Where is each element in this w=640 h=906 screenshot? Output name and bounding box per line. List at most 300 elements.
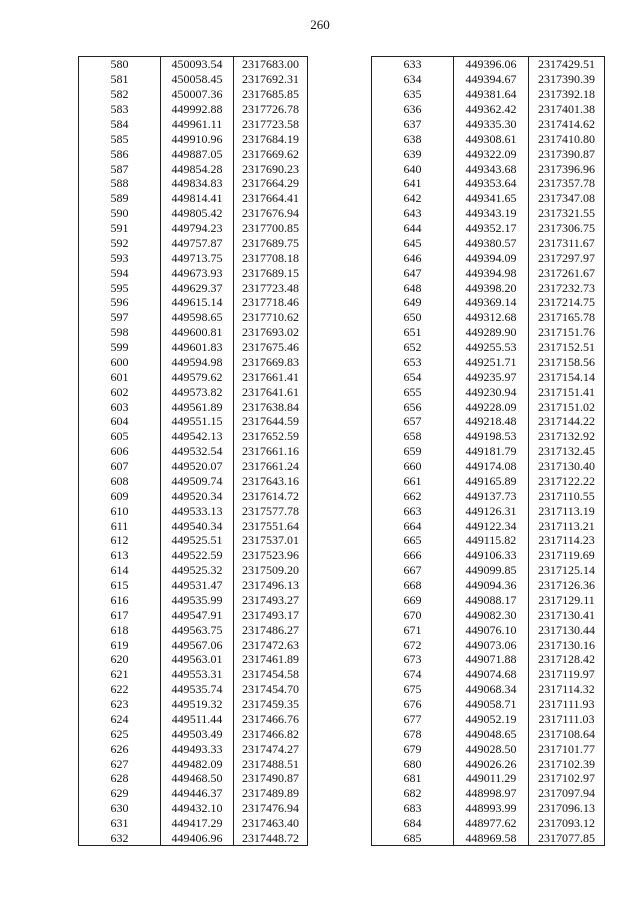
point-number-cell: 599 [79,340,161,355]
x-coordinate-cell: 449343.68 [454,161,529,176]
y-coordinate-cell: 2317690.23 [234,161,308,176]
coordinates-table-left-body [79,57,308,846]
point-number-cell: 661 [372,474,454,489]
point-number-cell: 639 [372,146,454,161]
point-number-cell: 622 [79,682,161,697]
x-coordinate-cell: 449026.26 [454,756,529,771]
y-coordinate-cell: 2317130.16 [529,637,605,652]
point-number-cell: 674 [372,667,454,682]
y-coordinate-cell: 2317232.73 [529,280,605,295]
y-coordinate-cell: 2317108.64 [529,726,605,741]
y-coordinate-cell: 2317101.77 [529,741,605,756]
y-coordinate-cell: 2317523.96 [234,548,308,563]
x-coordinate-cell: 449563.75 [161,622,234,637]
x-coordinate-cell: 449396.06 [454,57,529,72]
table-row [79,340,308,355]
table-row [79,87,308,102]
point-number-cell: 643 [372,206,454,221]
x-coordinate-cell: 449082.30 [454,607,529,622]
y-coordinate-cell: 2317129.11 [529,593,605,608]
x-coordinate-cell: 450058.45 [161,72,234,87]
y-coordinate-cell: 2317102.39 [529,756,605,771]
x-coordinate-cell: 449218.48 [454,414,529,429]
point-number-cell: 636 [372,102,454,117]
point-number-cell: 676 [372,697,454,712]
point-number-cell: 580 [79,57,161,72]
point-number-cell: 651 [372,325,454,340]
x-coordinate-cell: 449235.97 [454,369,529,384]
table-row [79,741,308,756]
x-coordinate-cell: 449615.14 [161,295,234,310]
table-row [79,161,308,176]
table-row [372,697,605,712]
y-coordinate-cell: 2317664.29 [234,176,308,191]
table-row [372,340,605,355]
table-row [79,444,308,459]
point-number-cell: 612 [79,533,161,548]
y-coordinate-cell: 2317710.62 [234,310,308,325]
x-coordinate-cell: 449394.09 [454,250,529,265]
table-row [79,637,308,652]
y-coordinate-cell: 2317638.84 [234,399,308,414]
x-coordinate-cell: 449058.71 [454,697,529,712]
x-coordinate-cell: 449525.51 [161,533,234,548]
y-coordinate-cell: 2317577.78 [234,503,308,518]
y-coordinate-cell: 2317119.97 [529,667,605,682]
y-coordinate-cell: 2317726.78 [234,102,308,117]
y-coordinate-cell: 2317493.27 [234,593,308,608]
point-number-cell: 626 [79,741,161,756]
x-coordinate-cell: 449115.82 [454,533,529,548]
y-coordinate-cell: 2317297.97 [529,250,605,265]
x-coordinate-cell: 449432.10 [161,801,234,816]
point-number-cell: 615 [79,578,161,593]
table-row [79,206,308,221]
table-row [372,593,605,608]
x-coordinate-cell: 449099.85 [454,563,529,578]
point-number-cell: 606 [79,444,161,459]
x-coordinate-cell: 449553.31 [161,667,234,682]
point-number-cell: 623 [79,697,161,712]
y-coordinate-cell: 2317306.75 [529,221,605,236]
x-coordinate-cell: 449228.09 [454,399,529,414]
point-number-cell: 598 [79,325,161,340]
y-coordinate-cell: 2317718.46 [234,295,308,310]
point-number-cell: 657 [372,414,454,429]
table-row [372,503,605,518]
point-number-cell: 620 [79,652,161,667]
point-number-cell: 667 [372,563,454,578]
x-coordinate-cell: 449540.34 [161,518,234,533]
point-number-cell: 585 [79,131,161,146]
y-coordinate-cell: 2317111.93 [529,697,605,712]
x-coordinate-cell: 449547.91 [161,607,234,622]
y-coordinate-cell: 2317077.85 [529,831,605,846]
table-row [79,801,308,816]
x-coordinate-cell: 449520.07 [161,459,234,474]
table-row [372,756,605,771]
y-coordinate-cell: 2317448.72 [234,831,308,846]
y-coordinate-cell: 2317664.41 [234,191,308,206]
y-coordinate-cell: 2317676.94 [234,206,308,221]
x-coordinate-cell: 449394.98 [454,265,529,280]
x-coordinate-cell: 449394.67 [454,72,529,87]
coordinates-table-right [371,56,605,846]
x-coordinate-cell: 449088.17 [454,593,529,608]
table-row [79,369,308,384]
x-coordinate-cell: 449629.37 [161,280,234,295]
x-coordinate-cell: 449126.31 [454,503,529,518]
point-number-cell: 594 [79,265,161,280]
y-coordinate-cell: 2317114.23 [529,533,605,548]
x-coordinate-cell: 449520.34 [161,488,234,503]
table-row [372,295,605,310]
y-coordinate-cell: 2317723.58 [234,117,308,132]
y-coordinate-cell: 2317683.00 [234,57,308,72]
point-number-cell: 607 [79,459,161,474]
y-coordinate-cell: 2317110.55 [529,488,605,503]
point-number-cell: 604 [79,414,161,429]
y-coordinate-cell: 2317132.92 [529,429,605,444]
y-coordinate-cell: 2317128.42 [529,652,605,667]
y-coordinate-cell: 2317093.12 [529,816,605,831]
table-row [372,399,605,414]
point-number-cell: 641 [372,176,454,191]
y-coordinate-cell: 2317537.01 [234,533,308,548]
y-coordinate-cell: 2317151.02 [529,399,605,414]
table-row [79,786,308,801]
x-coordinate-cell: 448998.97 [454,786,529,801]
y-coordinate-cell: 2317113.19 [529,503,605,518]
x-coordinate-cell: 449071.88 [454,652,529,667]
point-number-cell: 629 [79,786,161,801]
point-number-cell: 601 [79,369,161,384]
table-row [372,548,605,563]
x-coordinate-cell: 449073.06 [454,637,529,652]
point-number-cell: 624 [79,712,161,727]
y-coordinate-cell: 2317661.41 [234,369,308,384]
x-coordinate-cell: 449511.44 [161,712,234,727]
point-number-cell: 595 [79,280,161,295]
table-row [79,622,308,637]
x-coordinate-cell: 449165.89 [454,474,529,489]
table-row [372,533,605,548]
point-number-cell: 617 [79,607,161,622]
point-number-cell: 682 [372,786,454,801]
x-coordinate-cell: 449522.59 [161,548,234,563]
table-row [372,221,605,236]
table-row [79,682,308,697]
x-coordinate-cell: 449579.62 [161,369,234,384]
y-coordinate-cell: 2317661.24 [234,459,308,474]
point-number-cell: 630 [79,801,161,816]
table-row [372,265,605,280]
x-coordinate-cell: 449230.94 [454,384,529,399]
table-row [79,176,308,191]
y-coordinate-cell: 2317693.02 [234,325,308,340]
table-row [79,236,308,251]
table-row [79,414,308,429]
table-row [79,563,308,578]
x-coordinate-cell: 449713.75 [161,250,234,265]
table-row [372,652,605,667]
x-coordinate-cell: 449561.89 [161,399,234,414]
table-row [372,607,605,622]
point-number-cell: 670 [372,607,454,622]
x-coordinate-cell: 449048.65 [454,726,529,741]
y-coordinate-cell: 2317643.16 [234,474,308,489]
point-number-cell: 602 [79,384,161,399]
point-number-cell: 654 [372,369,454,384]
x-coordinate-cell: 449542.13 [161,429,234,444]
point-number-cell: 675 [372,682,454,697]
x-coordinate-cell: 449532.54 [161,444,234,459]
x-coordinate-cell: 449074.68 [454,667,529,682]
x-coordinate-cell: 449398.20 [454,280,529,295]
table-row [372,741,605,756]
point-number-cell: 660 [372,459,454,474]
x-coordinate-cell: 448977.62 [454,816,529,831]
y-coordinate-cell: 2317401.38 [529,102,605,117]
point-number-cell: 614 [79,563,161,578]
y-coordinate-cell: 2317496.13 [234,578,308,593]
point-number-cell: 603 [79,399,161,414]
y-coordinate-cell: 2317321.55 [529,206,605,221]
point-number-cell: 637 [372,117,454,132]
x-coordinate-cell: 449308.61 [454,131,529,146]
y-coordinate-cell: 2317410.80 [529,131,605,146]
x-coordinate-cell: 449600.81 [161,325,234,340]
y-coordinate-cell: 2317466.76 [234,712,308,727]
y-coordinate-cell: 2317708.18 [234,250,308,265]
table-row [372,280,605,295]
y-coordinate-cell: 2317661.16 [234,444,308,459]
x-coordinate-cell: 450007.36 [161,87,234,102]
x-coordinate-cell: 449887.05 [161,146,234,161]
x-coordinate-cell: 449174.08 [454,459,529,474]
point-number-cell: 649 [372,295,454,310]
x-coordinate-cell: 449673.93 [161,265,234,280]
x-coordinate-cell: 449854.28 [161,161,234,176]
point-number-cell: 627 [79,756,161,771]
table-row [79,117,308,132]
y-coordinate-cell: 2317614.72 [234,488,308,503]
table-row [372,786,605,801]
x-coordinate-cell: 449525.32 [161,563,234,578]
x-coordinate-cell: 449122.34 [454,518,529,533]
point-number-cell: 608 [79,474,161,489]
y-coordinate-cell: 2317390.87 [529,146,605,161]
x-coordinate-cell: 449198.53 [454,429,529,444]
x-coordinate-cell: 449961.11 [161,117,234,132]
y-coordinate-cell: 2317472.63 [234,637,308,652]
x-coordinate-cell: 449028.50 [454,741,529,756]
x-coordinate-cell: 449380.57 [454,236,529,251]
table-row [79,310,308,325]
table-row [372,191,605,206]
point-number-cell: 678 [372,726,454,741]
table-row [372,206,605,221]
point-number-cell: 650 [372,310,454,325]
x-coordinate-cell: 449482.09 [161,756,234,771]
y-coordinate-cell: 2317489.89 [234,786,308,801]
y-coordinate-cell: 2317466.82 [234,726,308,741]
x-coordinate-cell: 449551.15 [161,414,234,429]
x-coordinate-cell: 449446.37 [161,786,234,801]
table-row [79,295,308,310]
point-number-cell: 590 [79,206,161,221]
coordinates-table-right-body [372,57,605,846]
point-number-cell: 618 [79,622,161,637]
y-coordinate-cell: 2317476.94 [234,801,308,816]
point-number-cell: 635 [372,87,454,102]
y-coordinate-cell: 2317102.97 [529,771,605,786]
table-row [372,325,605,340]
y-coordinate-cell: 2317151.41 [529,384,605,399]
y-coordinate-cell: 2317461.89 [234,652,308,667]
x-coordinate-cell: 449289.90 [454,325,529,340]
x-coordinate-cell: 449352.17 [454,221,529,236]
y-coordinate-cell: 2317551.64 [234,518,308,533]
x-coordinate-cell: 449312.68 [454,310,529,325]
y-coordinate-cell: 2317488.51 [234,756,308,771]
y-coordinate-cell: 2317675.46 [234,340,308,355]
table-row [79,578,308,593]
point-number-cell: 642 [372,191,454,206]
table-row [372,488,605,503]
table-row [79,533,308,548]
x-coordinate-cell: 450093.54 [161,57,234,72]
y-coordinate-cell: 2317154.14 [529,369,605,384]
x-coordinate-cell: 449493.33 [161,741,234,756]
x-coordinate-cell: 449251.71 [454,355,529,370]
y-coordinate-cell: 2317392.18 [529,87,605,102]
y-coordinate-cell: 2317151.76 [529,325,605,340]
y-coordinate-cell: 2317493.17 [234,607,308,622]
y-coordinate-cell: 2317126.36 [529,578,605,593]
y-coordinate-cell: 2317490.87 [234,771,308,786]
table-row [79,384,308,399]
x-coordinate-cell: 449068.34 [454,682,529,697]
table-row [79,756,308,771]
x-coordinate-cell: 448993.99 [454,801,529,816]
x-coordinate-cell: 449341.65 [454,191,529,206]
table-row [372,459,605,474]
table-row [79,325,308,340]
x-coordinate-cell: 449834.83 [161,176,234,191]
point-number-cell: 653 [372,355,454,370]
x-coordinate-cell: 449137.73 [454,488,529,503]
y-coordinate-cell: 2317641.61 [234,384,308,399]
x-coordinate-cell: 449362.42 [454,102,529,117]
y-coordinate-cell: 2317130.40 [529,459,605,474]
point-number-cell: 652 [372,340,454,355]
table-row [79,593,308,608]
y-coordinate-cell: 2317130.44 [529,622,605,637]
point-number-cell: 584 [79,117,161,132]
point-number-cell: 640 [372,161,454,176]
point-number-cell: 592 [79,236,161,251]
y-coordinate-cell: 2317114.32 [529,682,605,697]
point-number-cell: 684 [372,816,454,831]
table-row [372,369,605,384]
table-row [79,831,308,846]
point-number-cell: 683 [372,801,454,816]
point-number-cell: 662 [372,488,454,503]
point-number-cell: 625 [79,726,161,741]
y-coordinate-cell: 2317486.27 [234,622,308,637]
y-coordinate-cell: 2317454.70 [234,682,308,697]
table-row [79,771,308,786]
table-row [79,355,308,370]
table-row [372,563,605,578]
y-coordinate-cell: 2317113.21 [529,518,605,533]
point-number-cell: 632 [79,831,161,846]
x-coordinate-cell: 449509.74 [161,474,234,489]
point-number-cell: 633 [372,57,454,72]
point-number-cell: 666 [372,548,454,563]
table-row [79,221,308,236]
table-row [79,667,308,682]
y-coordinate-cell: 2317459.35 [234,697,308,712]
y-coordinate-cell: 2317097.94 [529,786,605,801]
table-row [372,578,605,593]
point-number-cell: 644 [372,221,454,236]
y-coordinate-cell: 2317132.45 [529,444,605,459]
table-row [79,697,308,712]
point-number-cell: 664 [372,518,454,533]
y-coordinate-cell: 2317111.03 [529,712,605,727]
x-coordinate-cell: 449598.65 [161,310,234,325]
point-number-cell: 600 [79,355,161,370]
x-coordinate-cell: 449757.87 [161,236,234,251]
point-number-cell: 621 [79,667,161,682]
y-coordinate-cell: 2317261.67 [529,265,605,280]
x-coordinate-cell: 449910.96 [161,131,234,146]
y-coordinate-cell: 2317130.41 [529,607,605,622]
y-coordinate-cell: 2317669.62 [234,146,308,161]
x-coordinate-cell: 449594.98 [161,355,234,370]
y-coordinate-cell: 2317122.22 [529,474,605,489]
x-coordinate-cell: 449343.19 [454,206,529,221]
point-number-cell: 680 [372,756,454,771]
x-coordinate-cell: 449535.74 [161,682,234,697]
x-coordinate-cell: 449519.32 [161,697,234,712]
y-coordinate-cell: 2317700.85 [234,221,308,236]
y-coordinate-cell: 2317158.56 [529,355,605,370]
table-row [79,250,308,265]
point-number-cell: 587 [79,161,161,176]
x-coordinate-cell: 448969.58 [454,831,529,846]
point-number-cell: 645 [372,236,454,251]
point-number-cell: 597 [79,310,161,325]
x-coordinate-cell: 449567.06 [161,637,234,652]
table-row [372,236,605,251]
y-coordinate-cell: 2317509.20 [234,563,308,578]
point-number-cell: 656 [372,399,454,414]
table-row [79,474,308,489]
table-row [372,176,605,191]
x-coordinate-cell: 449181.79 [454,444,529,459]
table-row [79,607,308,622]
table-row [79,399,308,414]
x-coordinate-cell: 449468.50 [161,771,234,786]
point-number-cell: 583 [79,102,161,117]
y-coordinate-cell: 2317684.19 [234,131,308,146]
y-coordinate-cell: 2317390.39 [529,72,605,87]
table-row [372,250,605,265]
point-number-cell: 677 [372,712,454,727]
